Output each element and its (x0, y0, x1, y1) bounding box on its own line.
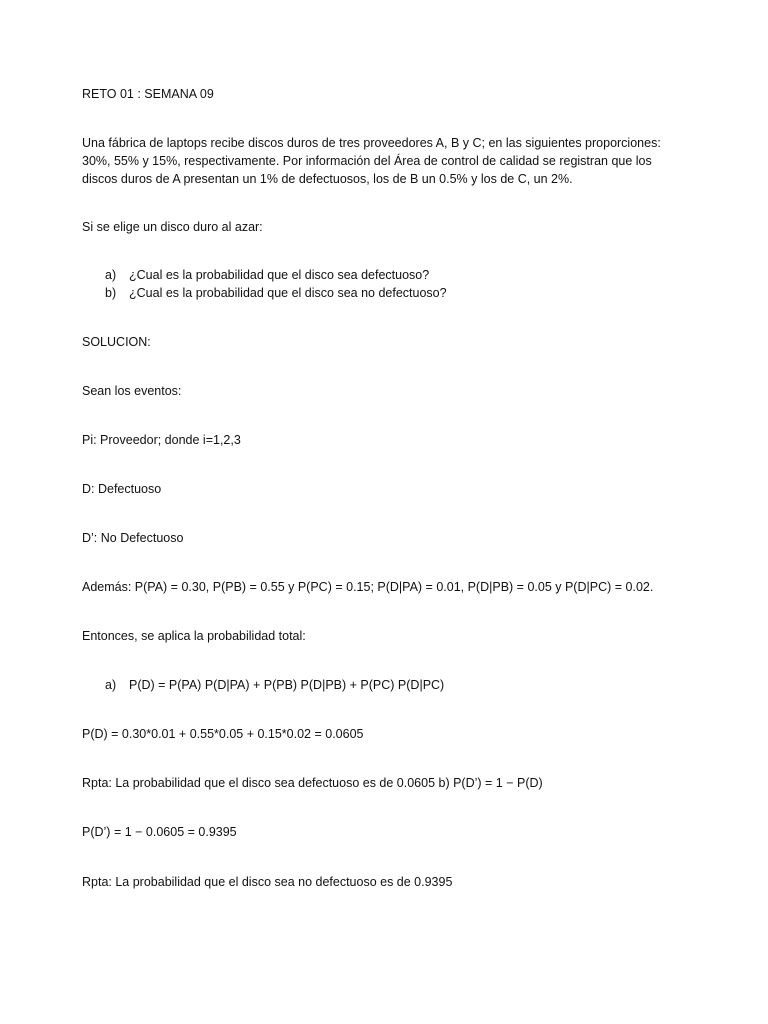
problem-statement (82, 134, 692, 188)
problem-statement-line: Una fábrica de laptops recibe discos duros de tres proveedores A, B y C; en las siguientes proporciones: (82, 136, 661, 150)
given-probabilities: Además: P(PA) = 0.30, P(PB) = 0.55 y P(PC) = 0.15; P(D|PA) = 0.01, P(D|PB) = 0.05 y P(D|PC) = 0.02. (82, 580, 654, 594)
calculation-a: P(D) = 0.30*0.01 + 0.55*0.05 + 0.15*0.02 = 0.0605 (82, 727, 364, 741)
formula-text: P(D) = P(PA) P(D|PA) + P(PB) P(D|PB) + P(PC) P(D|PC) (129, 678, 445, 692)
question-a (105, 266, 429, 284)
selection-prompt: Si se elige un disco duro al azar: (82, 220, 263, 234)
calculation-b: P(D’) = 1 − 0.0605 = 0.9395 (82, 825, 237, 839)
answer-b: Rpta: La probabilidad que el disco sea no defectuoso es de 0.9395 (82, 875, 453, 889)
question-b (105, 284, 447, 302)
answer-a: Rpta: La probabilidad que el disco sea defectuoso es de 0.0605 b) P(D’) = 1 − P(D) (82, 776, 543, 790)
solution-heading: SOLUCION: (82, 335, 151, 349)
event-d: D: Defectuoso (82, 482, 162, 496)
list-marker: a) (105, 268, 117, 282)
problem-statement-line: 30%, 55% y 15%, respectivamente. Por información del Área de control de calidad se registran que los (82, 154, 652, 168)
question-text: ¿Cual es la probabilidad que el disco sea defectuoso? (129, 268, 430, 282)
total-probability-intro: Entonces, se aplica la probabilidad total: (82, 629, 306, 643)
list-marker: b) (105, 286, 117, 300)
list-marker: a) (105, 678, 117, 692)
event-pi: Pi: Proveedor; donde i=1,2,3 (82, 433, 241, 447)
event-d-prime: D’: No Defectuoso (82, 531, 184, 545)
problem-statement-line: discos duros de A presentan un 1% de defectuosos, los de B un 0.5% y los de C, un 2%. (82, 172, 573, 186)
events-intro: Sean los eventos: (82, 384, 182, 398)
question-text: ¿Cual es la probabilidad que el disco sea no defectuoso? (129, 286, 447, 300)
formula-a (105, 676, 444, 694)
document-title: RETO 01 : SEMANA 09 (82, 87, 214, 101)
